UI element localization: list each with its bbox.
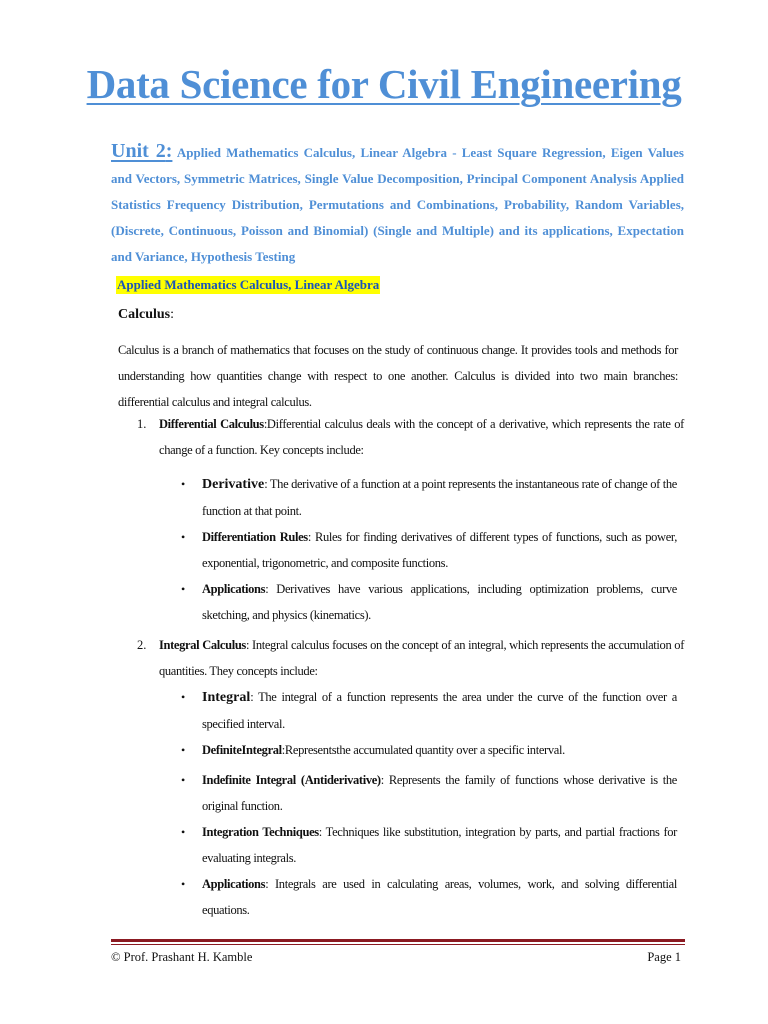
list-item-text [202,684,677,737]
footer-divider-thin [111,944,685,945]
list-item-text [202,737,677,763]
list-item [159,737,677,763]
calculus-branches-list [118,411,684,923]
list-item-text [202,819,677,871]
list-item-term: Derivative [202,477,265,492]
differential-concepts-list [159,471,677,628]
unit-label: Unit 2 [111,140,166,162]
branch-text [159,632,684,684]
list-item-term: Applications [202,582,266,596]
list-item [159,871,677,923]
bullet-icon: • [181,825,186,839]
list-item [159,819,677,871]
branch-item-integral [118,632,684,923]
bullet-icon: • [181,877,186,891]
list-item-term: DefiniteIntegral [202,743,282,757]
list-item [159,576,677,628]
list-item-description: :Representsthe accumulated quantity over a specific interval. [281,743,565,757]
list-item [159,767,677,819]
list-item-term: Integral [202,690,251,705]
list-item-description: : Techniques like substitution, integration by parts, and partial fractions for evaluating integrals. [202,825,677,865]
calculus-heading [118,305,174,325]
list-item-term: Differentiation Rules [202,530,308,544]
list-item-text [202,871,677,923]
footer-divider-thick [111,939,685,942]
bullet-icon: • [181,477,186,491]
list-item [159,684,677,737]
branch-term: Integral Calculus [159,638,246,652]
bullet-icon: • [181,690,186,704]
bullet-icon: • [181,530,186,544]
calculus-heading-colon: : [170,307,175,322]
branch-description: :Differential calculus deals with the concept of a derivative, which represents the rate of change of a function. Key concepts include: [159,417,684,457]
list-item-description: : Rules for finding derivatives of different types of functions, such as power, exponential, trigonometric, and composite functions. [202,530,677,570]
list-item-text [202,471,677,524]
section-heading-highlighted: Applied Mathematics Calculus, Linear Algebra [117,277,380,292]
list-item-term: Integration Techniques [202,825,319,839]
unit-description: Applied Mathematics Calculus, Linear Algebra - Least Square Regression, Eigen Values and Vectors, Symmetric Matrices, Single Value Decomposition, Principal Component Analysis Applied Statistics Frequency Distribution, Permutations and Combinations, Probability, Random Variables, (Discrete, Continuous, Poisson and Binomial) (Single and Multiple) and its applications, Expectation and Variance, Hypothesis Testing [111,145,684,264]
list-item-description: : The integral of a function represents the area under the curve of the function over a specified interval. [202,690,677,731]
bullet-icon: • [181,582,186,596]
list-item [159,524,677,576]
list-item-text [202,576,677,628]
list-item-description: : Integrals are used in calculating areas, volumes, work, and solving differential equations. [202,877,677,917]
branch-term: Differential Calculus [159,417,264,431]
list-item [159,471,677,524]
branch-number: 1. [137,417,147,431]
unit-syllabus [111,138,684,270]
bullet-icon: • [181,773,186,787]
calculus-heading-term: Calculus [118,307,171,322]
branch-item-differential [118,411,684,628]
footer-author: © Prof. Prashant H. Kamble [111,950,253,964]
list-item-description: : Represents the family of functions whose derivative is the original function. [202,773,677,813]
integral-concepts-list [159,684,677,923]
list-item-description: : The derivative of a function at a point represents the instantaneous rate of change of the function at that point. [202,477,677,518]
footer-page-number: Page 1 [647,950,681,964]
list-item-text [202,767,677,819]
calculus-intro: Calculus is a branch of mathematics that focuses on the study of continuous change. It provides tools and methods for understanding how quantities change with respect to one another. Calculus is divided into two main branches: differential calculus and integral calculus. [118,343,678,409]
list-item-term: Indefinite Integral (Antiderivative) [202,773,381,787]
bullet-icon: • [181,743,186,757]
branch-description: : Integral calculus focuses on the concept of an integral, which represents the accumulation of quantities. They concepts include: [159,638,685,678]
list-item-term: Applications [202,877,266,891]
list-item-description: : Derivatives have various applications, including optimization problems, curve sketching, and physics (kinematics). [202,582,677,622]
unit-colon: : [165,140,173,162]
branch-number: 2. [137,638,147,652]
list-item-text [202,524,677,576]
document-title: Data Science for Civil Engineering [86,61,682,107]
branch-text [159,411,684,463]
